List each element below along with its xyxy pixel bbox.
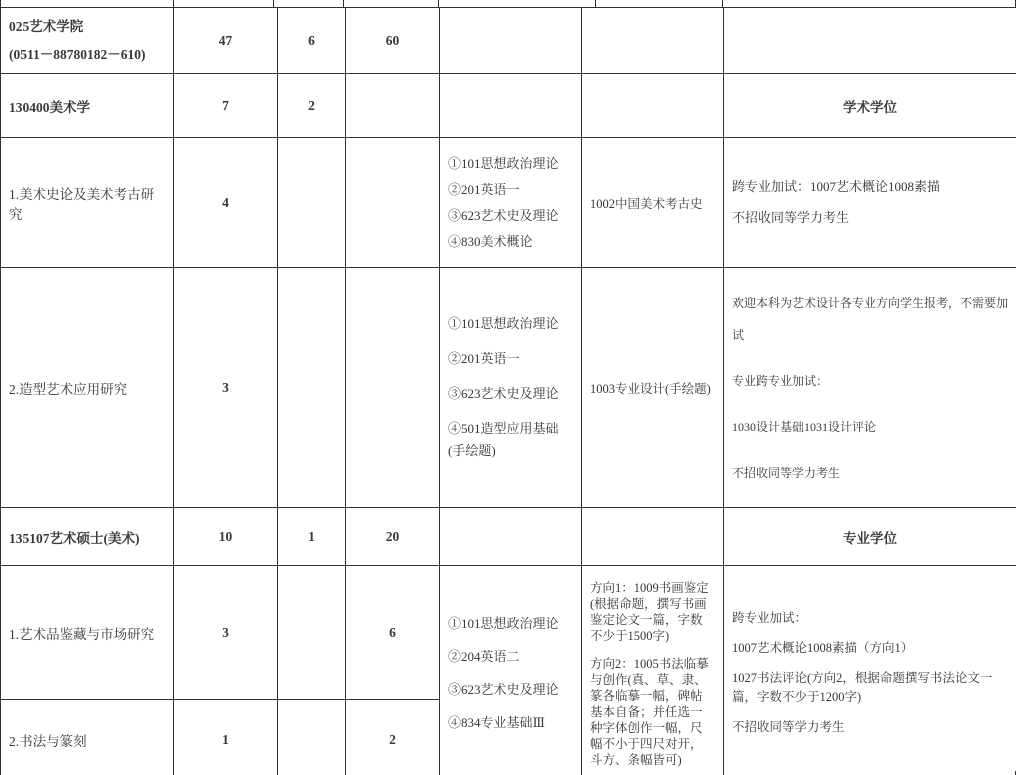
cell-empty xyxy=(724,8,1016,74)
cell-empty xyxy=(346,138,440,268)
grid-line xyxy=(277,771,278,775)
cell-remarks xyxy=(724,566,1016,775)
remark-line: 1007艺术概论1008素描（方向1） xyxy=(732,641,914,655)
cell-exam-subjects xyxy=(440,268,582,508)
cell-exam-subjects xyxy=(440,138,582,268)
cell-empty xyxy=(582,508,724,566)
cell-count-b: 2 xyxy=(278,74,346,138)
row-major-mfa xyxy=(1,508,1016,566)
row-direction-mfa1 xyxy=(1,566,1016,700)
remark-line: 1030设计基础1031设计评论 xyxy=(732,419,877,434)
remark-line: 跨专业加试： xyxy=(732,611,808,625)
cell-direction-name: 2.造型艺术应用研究 xyxy=(1,268,174,508)
retest-direction-1: 方向1：1009书画鉴定(根据命题，撰写书画鉴定论文一篇，字数不少于1500字) xyxy=(590,581,709,643)
cell-empty xyxy=(440,74,582,138)
grid-line xyxy=(438,0,439,7)
cell-empty xyxy=(346,268,440,508)
remark-line: 跨专业加试：1007艺术概论1008素描 xyxy=(732,179,941,194)
exam-subject: ②201英语一 xyxy=(448,351,520,366)
row-direction-fa2 xyxy=(1,268,1016,508)
exam-subject: ②204英语二 xyxy=(448,648,520,664)
grid-line xyxy=(722,0,723,7)
remark-line: 不招收同等学力考生 xyxy=(732,720,845,734)
remark-line: 专业跨专业加试： xyxy=(732,373,829,388)
cell-count-a: 10 xyxy=(174,508,278,566)
grid-line xyxy=(345,771,346,775)
cell-direction-name: 1.艺术品鉴藏与市场研究 xyxy=(1,566,174,700)
remark-line: 1027书法评论(方向2，根据命题撰写书法论文一篇，字数不少于1200字) xyxy=(732,671,993,704)
cell-count-b: 1 xyxy=(278,508,346,566)
cell-unit-count-b: 6 xyxy=(278,8,346,74)
grid-line xyxy=(439,771,440,775)
cell-count-a: 7 xyxy=(174,74,278,138)
cell-remarks xyxy=(724,268,1016,508)
retest-direction-2: 方向2：1005书法临摹与创作(真、草、隶、篆各临摹一幅，碑帖基本自备；并任选一种字体创作一幅，尺幅不小于四尺对开，斗方、条幅皆可) xyxy=(590,657,709,767)
grid-line xyxy=(0,771,1,775)
exam-subject: ①101思想政治理论 xyxy=(448,615,559,631)
exam-subject: ③623艺术史及理论 xyxy=(448,681,559,697)
row-direction-fa1 xyxy=(1,138,1016,268)
cell-major-name: 130400美术学 xyxy=(1,74,174,138)
grid-line xyxy=(0,0,1,7)
exam-subject: ③623艺术史及理论 xyxy=(448,207,559,223)
cell-empty xyxy=(278,138,346,268)
remark-line: 不招收同等学力考生 xyxy=(732,465,841,480)
cell-count-a: 1 xyxy=(174,700,278,775)
row-unit xyxy=(1,8,1016,74)
exam-subject: ①101思想政治理论 xyxy=(448,155,559,171)
grid-line xyxy=(343,0,344,7)
exam-subject: ④834专业基础Ⅲ xyxy=(448,714,546,730)
cell-unit-name xyxy=(1,8,174,74)
cell-degree-type: 专业学位 xyxy=(724,508,1016,566)
cell-empty xyxy=(278,566,346,700)
cell-exam-subjects xyxy=(440,566,582,775)
grid-line xyxy=(595,0,596,7)
cell-unit-count-c: 60 xyxy=(346,8,440,74)
cell-major-name: 135107艺术硕士(美术) xyxy=(1,508,174,566)
cell-degree-type: 学术学位 xyxy=(724,74,1016,138)
exam-subject: ④501造型应用基础(手绘题) xyxy=(448,421,559,458)
cell-empty xyxy=(278,700,346,775)
remark-line: 欢迎本科为艺术设计各专业方向学生报考，不需要加试 xyxy=(732,295,1009,342)
grid-line xyxy=(273,0,274,7)
cell-empty xyxy=(440,508,582,566)
cell-unit-count-a: 47 xyxy=(174,8,278,74)
cell-empty xyxy=(278,268,346,508)
cell-count-c: 6 xyxy=(346,566,440,700)
unit-phone: (0511－88780182－610) xyxy=(9,46,146,62)
cell-empty xyxy=(582,8,724,74)
cell-retest-subject: 1003专业设计(手绘题) xyxy=(582,268,724,508)
exam-subject: ②201英语一 xyxy=(448,181,520,197)
remark-line: 不招收同等学力考生 xyxy=(732,210,850,225)
grid-line xyxy=(173,0,174,7)
cell-empty xyxy=(582,74,724,138)
admissions-table xyxy=(0,7,1016,775)
cell-direction-name: 2.书法与篆刻 xyxy=(1,700,174,775)
cell-direction-name: 1.美术史论及美术考古研究 xyxy=(1,138,174,268)
row-major-fine-arts xyxy=(1,74,1016,138)
cell-retest-subject: 1002中国美术考古史 xyxy=(582,138,724,268)
exam-subject: ③623艺术史及理论 xyxy=(448,386,559,401)
cell-empty xyxy=(440,8,582,74)
cell-count-c: 2 xyxy=(346,700,440,775)
grid-line xyxy=(723,771,724,775)
grid-line xyxy=(173,771,174,775)
unit-name: 025艺术学院 xyxy=(9,18,84,34)
cell-count-a: 3 xyxy=(174,268,278,508)
cell-count-a: 4 xyxy=(174,138,278,268)
exam-subject: ①101思想政治理论 xyxy=(448,316,559,331)
cell-empty xyxy=(346,74,440,138)
grid-line xyxy=(581,771,582,775)
cell-retest-subject xyxy=(582,566,724,775)
exam-subject: ④830美术概论 xyxy=(448,233,533,249)
cell-remarks xyxy=(724,138,1016,268)
cell-count-c: 20 xyxy=(346,508,440,566)
cell-count-a: 3 xyxy=(174,566,278,700)
